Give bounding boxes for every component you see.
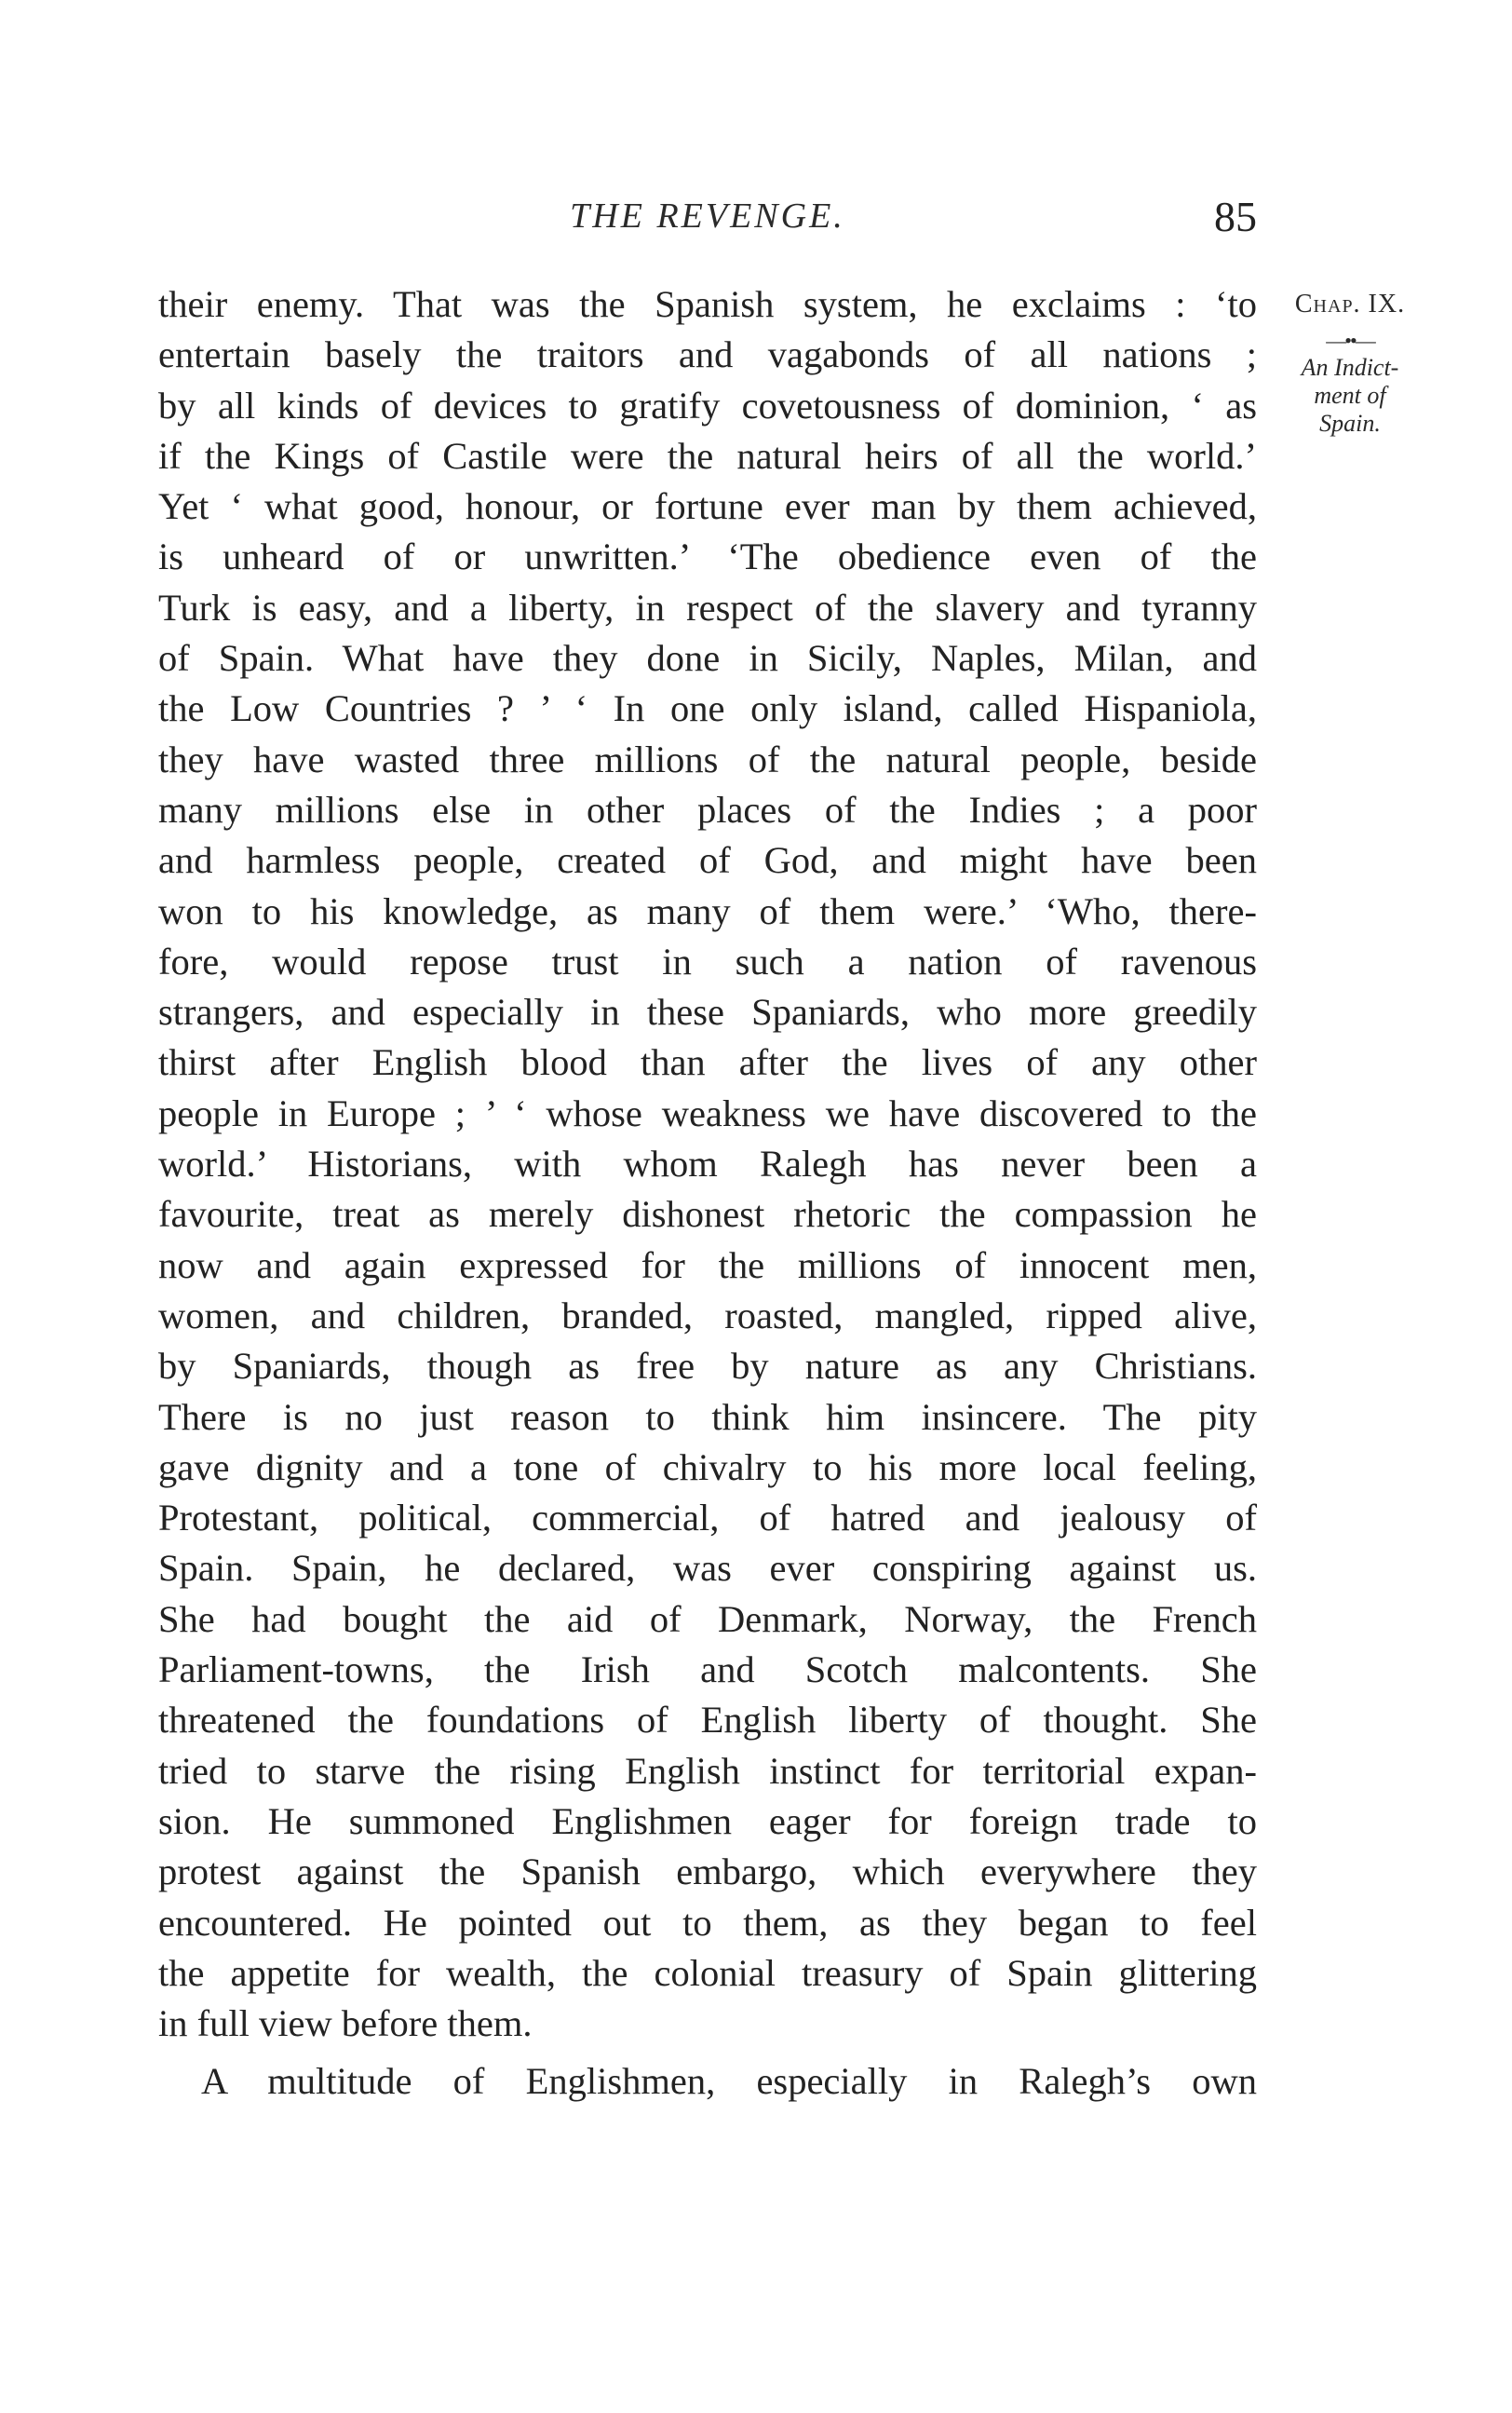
text-line: and harmless people, created of God, and might have been <box>158 839 1257 882</box>
paragraph-gap <box>158 2049 1257 2056</box>
text-line: the Low Countries ? ’ ‘ In one only island, called Hispaniola, <box>158 687 1257 730</box>
text-line: Turk is easy, and a liberty, in respect of the slavery and tyranny <box>158 586 1257 629</box>
text-line: sion. He summoned Englishmen eager for foreign trade to <box>158 1799 1257 1842</box>
text-line: Parliament-towns, the Irish and Scotch malcontents. She <box>158 1648 1257 1691</box>
text-line: She had bought the aid of Denmark, Norway, the French <box>158 1597 1257 1640</box>
text-line: won to his knowledge, as many of them were.’ ‘Who, there- <box>158 889 1257 932</box>
text-line: in full view before them. <box>158 2002 533 2045</box>
text-line: by all kinds of devices to gratify covetousness of dominion, ‘ as <box>158 384 1257 427</box>
page-number: 85 <box>1214 193 1257 240</box>
text-line: by Spaniards, though as free by nature as any Christians. <box>158 1345 1257 1388</box>
running-title: THE REVENGE. <box>570 197 845 236</box>
text-line: gave dignity and a tone of chivalry to his more local feeling, <box>158 1445 1257 1488</box>
chapter-label: Chap. IX. <box>1294 290 1406 319</box>
text-line: they have wasted three millions of the natural people, beside <box>158 738 1257 780</box>
text-line: tried to starve the rising English instinct for territorial expan- <box>158 1749 1257 1792</box>
margin-note-line: ment of <box>1314 382 1386 409</box>
text-line: Yet ‘ what good, honour, or fortune ever man by them achieved, <box>158 485 1257 528</box>
text-line: entertain basely the traitors and vagabonds of all nations ; <box>158 333 1257 376</box>
margin-note-line: Spain. <box>1319 410 1381 437</box>
text-line: many millions else in other places of the Indies ; a poor <box>158 788 1257 831</box>
text-line: protest against the Spanish embargo, which everywhere they <box>158 1850 1257 1893</box>
text-line: thirst after English blood than after the lives of any other <box>158 1041 1257 1084</box>
text-line: the appetite for wealth, the colonial treasury of Spain glittering <box>158 1951 1257 1994</box>
text-line: strangers, and especially in these Spaniards, who more greedily <box>158 991 1257 1034</box>
text-line: people in Europe ; ’ ‘ whose weakness we have discovered to the <box>158 1091 1257 1134</box>
text-line: threatened the foundations of English liberty of thought. She <box>158 1699 1257 1742</box>
ornament-rule: —••— <box>1326 329 1374 352</box>
text-line: now and again expressed for the millions of innocent men, <box>158 1243 1257 1286</box>
text-line: women, and children, branded, roasted, mangled, ripped alive, <box>158 1294 1257 1336</box>
text-line: encountered. He pointed out to them, as they began to feel <box>158 1901 1257 1944</box>
text-line: their enemy. That was the Spanish system, he exclaims : ‘to <box>158 283 1257 325</box>
text-line: if the Kings of Castile were the natural heirs of all the world.’ <box>158 434 1257 477</box>
text-line: fore, would repose trust in such a nation of ravenous <box>158 940 1257 983</box>
marginal-note <box>1266 279 1434 438</box>
body-text <box>158 279 1257 2108</box>
margin-note-text <box>1266 354 1434 438</box>
margin-note-line: An Indict- <box>1301 354 1399 381</box>
text-line: favourite, treat as merely dishonest rhetoric the compassion he <box>158 1193 1257 1236</box>
text-line: is unheard of or unwritten.’ ‘The obedience even of the <box>158 535 1257 578</box>
text-line: Spain. Spain, he declared, was ever conspiring against us. <box>158 1547 1257 1590</box>
text-line: There is no just reason to think him insincere. The pity <box>158 1395 1257 1438</box>
text-line: Protestant, political, commercial, of hatred and jealousy of <box>158 1497 1257 1539</box>
text-line: world.’ Historians, with whom Ralegh has never been a <box>158 1143 1257 1186</box>
page-header <box>158 193 1257 251</box>
text-line: of Spain. What have they done in Sicily, Naples, Milan, and <box>158 637 1257 680</box>
paragraph-start: A multitude of Englishmen, especially in Ralegh’s own <box>201 2060 1257 2103</box>
